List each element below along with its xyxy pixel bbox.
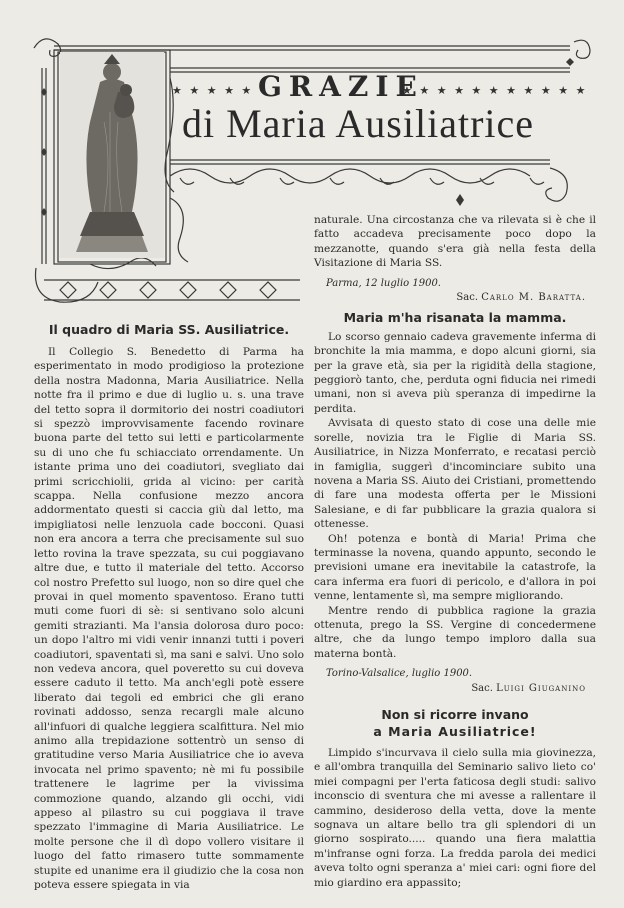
article1-signature bbox=[314, 291, 586, 305]
left-column bbox=[34, 345, 304, 892]
article1-paragraph: Il Collegio S. Benedetto di Parma ha esperimentato in modo prodigioso la protezione della nostra Madonna, Maria Ausiliatrice. Nella notte fra il primo e due di luglio u. s. una trave del tetto sopra il dormitorio dei nostri coadiutori si spezzò improvvisamente facendo rovinare buona parte del tetto sui letti e particolarmente su di uno che fu schiacciato orrendamente. Un istante prima uno dei coadiutori, svegliato dai primi scricchiolii, grida al vicino: per carità scappa. Nella confusione mezzo ancora addormentato questi si caccia giù dal letto, ma impigliatosi nelle lenzuola cade bocconi. Quasi non era ancora a terra che precisamente sul suo letto rovina la trave spezzata, su cui poggiavano altre due, e tutto il materiale del tetto. Accorso col nostro Prefetto sul luogo, non so dire quel che provai in quel momento spaventoso. Erano tutti muti come fuori di sè: si sentivano solo alcuni gemiti strazianti. Ma l'ansia dolorosa duro poco: un dopo l'altro mi vidi venir innanzi tutti i poveri coadiutori, spaventati sì, ma sani e salvi. Uno solo non vedeva ancora, quel poveretto su cui doveva essere caduto il tetto. Ma anch'egli potè essere liberato dai tegoli ed embrici che gli erano rovinati addosso, senza recargli male alcuno all'infuori di qualche leggiera scalfittura. Nel mio animo alla trepidazione sottentrò un senso di gratitudine verso Maria Ausiliatrice che io aveva invocata nel primo spavento; nè mi fu possibile trattenere le lagrime per la vivissima commozione quando, alzando gli occhi, vidi appeso al pilastro su cui poggiava il trave spezzato l'immagine di Maria Ausiliatrice. Le molte persone che il dì dopo vollero visitare il luogo del fatto rimasero tutte sommamente stupite ed unanime era il giudizio che la cosa non poteva essere spiegata in via bbox=[34, 346, 304, 892]
signature-prefix: Sac. bbox=[456, 292, 478, 304]
madonna-illustration bbox=[60, 52, 164, 258]
right-column bbox=[314, 213, 596, 890]
article2-paragraph: Lo scorso gennaio cadeva gravemente inferma di bronchite la mia mamma, e dopo alcuni giorni, sia per la grave età, sia per la rigidità della stagione, peggiorò tanto, che, perduta ogni fiducia nei rimedi umani, non si aveva più speranza di impedirne la perdita. bbox=[314, 330, 596, 415]
article2-heading: Maria m'ha risanata la mamma. bbox=[343, 310, 567, 326]
article3-heading-line2: a Maria Ausiliatrice! bbox=[373, 724, 537, 739]
article3-heading-line1: Non si ricorre invano bbox=[381, 707, 529, 722]
stars-left: ★ ★ ★ ★ ★ bbox=[172, 84, 254, 97]
article3-heading bbox=[314, 706, 596, 740]
title-maria-ausiliatrice: di Maria Ausiliatrice bbox=[182, 101, 535, 146]
article2-paragraph: Avvisata di questo stato di cose una delle mie sorelle, novizia tra le Figlie di Maria SS. Ausiliatrice, in Nizza Monferrato, e recatasi perciò in famiglia, suggerì d'incominciare subito una novena a Maria SS. Aiuto dei Cristiani, promettendo di fare una modesta offerta per le Missioni Salesiane, e di far pubblicare la grazia qualora si ottenesse. bbox=[314, 417, 596, 531]
title-grazie: GRAZIE bbox=[258, 70, 424, 103]
article1-place-date: Parma, 12 luglio 1900. bbox=[326, 277, 441, 289]
signature-prefix: Sac. bbox=[471, 682, 493, 694]
article3-paragraph: Limpido s'incurvava il cielo sulla mia giovinezza, e all'ombra tranquilla del Seminario salivo lieto co' miei compagni per l'erta faticosa degli studi: salivo inconscio di sventura che mi avesse a rallentare il cammino, desideroso della vetta, dove la mente sognava un altare bello tra gli splendori di un giorno sospirato..... quando una fiera malattia m'infranse ogni forza. La fredda parola dei medici aveva tolto ogni speranza a' miei cari: ogni fiore del mio giardino era appassito; bbox=[314, 747, 596, 889]
signature-name: Carlo M. Baratta. bbox=[481, 292, 586, 304]
article2-signature bbox=[314, 682, 586, 696]
signature-name: Luigi Giuganino bbox=[496, 682, 586, 694]
article2-paragraph: Mentre rendo di pubblica ragione la grazia ottenuta, prego la SS. Vergine di concedermene altre, che da lungo tempo imploro dalla sua materna bontà. bbox=[314, 604, 596, 660]
article1-heading: Il quadro di Maria SS. Ausiliatrice. bbox=[48, 322, 290, 337]
article2-place-date: Torino-Valsalice, luglio 1900. bbox=[326, 668, 473, 680]
stars-right: ★ ★ ★ ★ ★ ★ ★ ★ ★ ★ ★ bbox=[402, 84, 588, 97]
article2-paragraph: Oh! potenza e bontà di Maria! Prima che terminasse la novena, quando appunto, secondo le previsioni umane era inevitabile la catastrofe, la cara inferma era fuori di pericolo, e d'allora in poi venne, lentamente sì, ma sempre migliorando. bbox=[314, 532, 596, 603]
article1-continuation: naturale. Una circostanza che va rilevata si è che il fatto accadeva precisamente poco dopo la mezzanotte, quando s'era già nella festa della Visitazione di Maria SS. bbox=[314, 214, 596, 270]
